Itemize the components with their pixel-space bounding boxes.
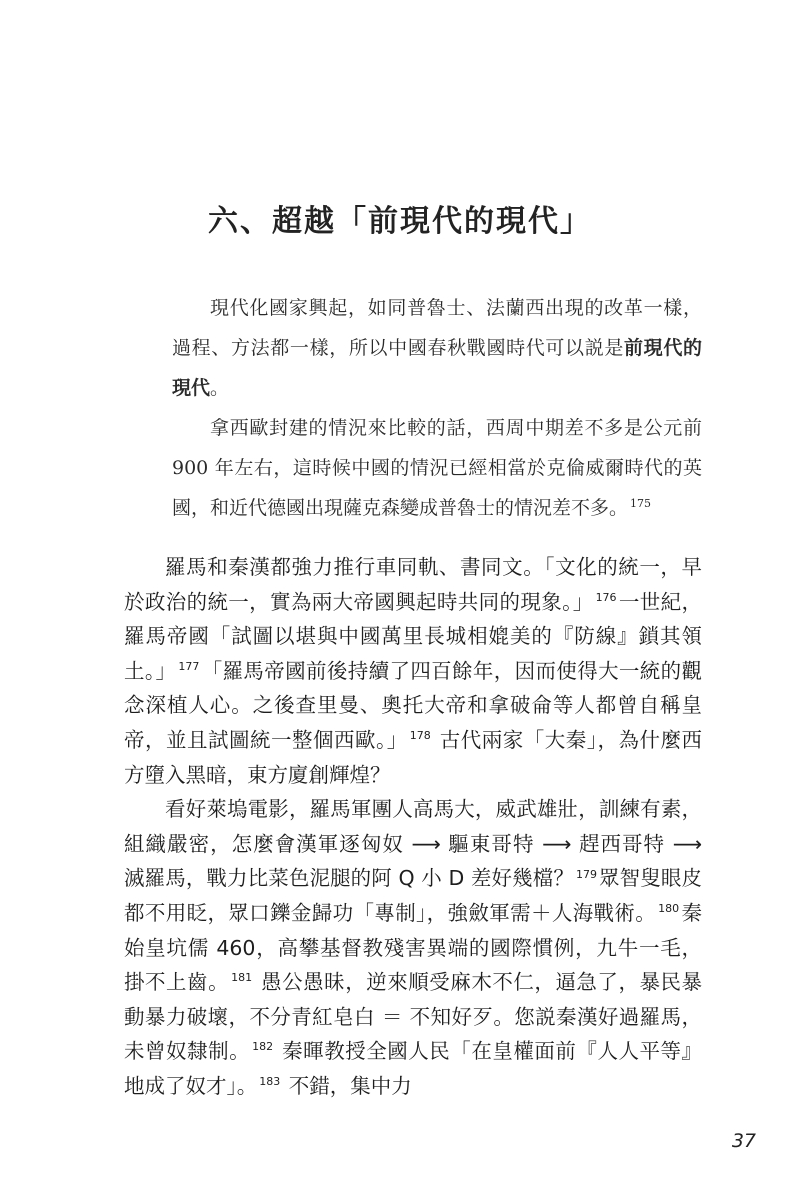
body-p1-d: 古代兩家「大秦」，為什麼西方墮入黑暗，東方廈創輝煌？ [124, 727, 703, 787]
footnote-ref-177[interactable]: 177 [178, 659, 200, 673]
body-p2-e: 秦暉教授全國人民「在皇權面前『人人平等』地成了奴才」。 [124, 1039, 703, 1098]
footnote-ref-181[interactable]: 181 [231, 971, 253, 985]
quote-paragraph-1 [172, 288, 702, 408]
body-p1-a: 羅馬和秦漢都強力推行車同軌、書同文。「文化的統一，早於政治的統一，實為兩大帝國興起時共同的現象。」 [124, 555, 702, 614]
body-p2-d: 愚公愚昧，逆來順受麻木不仁，逼急了，暴民暴動暴力破壞，不分青紅皂白 ＝ 不知好歹。您説秦漢好過羅馬，未曾奴隸制。 [124, 970, 703, 1064]
body-paragraph-2 [124, 792, 702, 1103]
body-p1-c: 「羅馬帝國前後持續了四百餘年，因而使得大一統的觀念深植人心。之後查里曼、奧托大帝和拿破侖等人都曾自稱皇帝，並且試圖統一整個西歐。」 [124, 658, 703, 752]
page-number: 37 [731, 1130, 756, 1152]
footnote-ref-179[interactable]: 179 [575, 867, 597, 881]
body-p2-f: 不錯，集中力 [282, 1073, 412, 1098]
body-p2-a: 看好萊塢電影，羅馬軍團人高馬大，威武雄壯，訓練有素，組織嚴密，怎麼會漢軍逐匈奴 ⟶ 驅東哥特 ⟶ 趕西哥特 ⟶ 滅羅馬，戰力比菜色泥腿的阿 Q 小 D 差好幾檔？ [124, 797, 702, 891]
section-title: 六、超越「前現代的現代」 [208, 204, 592, 239]
quote-paragraph-2 [172, 408, 702, 528]
footnote-ref-180[interactable]: 180 [658, 902, 680, 916]
footnote-ref-176[interactable]: 176 [595, 590, 617, 604]
quote-p2-text: 拿西歐封建的情況來比較的話，西周中期差不多是公元前 900 年左右，這時候中國的情況已經相當於克倫威爾時代的英國，和近代德國出現薩克森變成普魯士的情況差不多。 [172, 417, 702, 519]
quote-p1-emphasis: 前現代的現代 [172, 337, 702, 399]
footnote-ref-175[interactable]: 175 [630, 496, 652, 510]
body-paragraph-1 [124, 550, 702, 792]
body-p2-b: 眾智叟眼皮都不用眨，眾口鑠金歸功「專制」，強斂軍需＋人海戰術。 [124, 866, 702, 925]
quote-p1-text: 現代化國家興起，如同普魯士、法蘭西出現的改革一樣，過程、方法都一樣，所以中國春秋戰國時代可以説是 [172, 297, 702, 359]
quote-p1-end: 。 [210, 377, 230, 399]
body-p2-c: 秦始皇坑儒 460，高攀基督教殘害異端的國際慣例，九牛一毛，掛不上齒。 [124, 900, 703, 995]
footnote-ref-178[interactable]: 178 [409, 729, 431, 743]
body-text [124, 550, 702, 1104]
quote-block [172, 288, 702, 528]
footnote-ref-182[interactable]: 182 [252, 1040, 274, 1054]
body-p1-b: 一世紀，羅馬帝國「試圖以堪與中國萬里長城相媲美的『防線』鎖其領土。」 [124, 589, 703, 683]
footnote-ref-183[interactable]: 183 [259, 1075, 281, 1089]
